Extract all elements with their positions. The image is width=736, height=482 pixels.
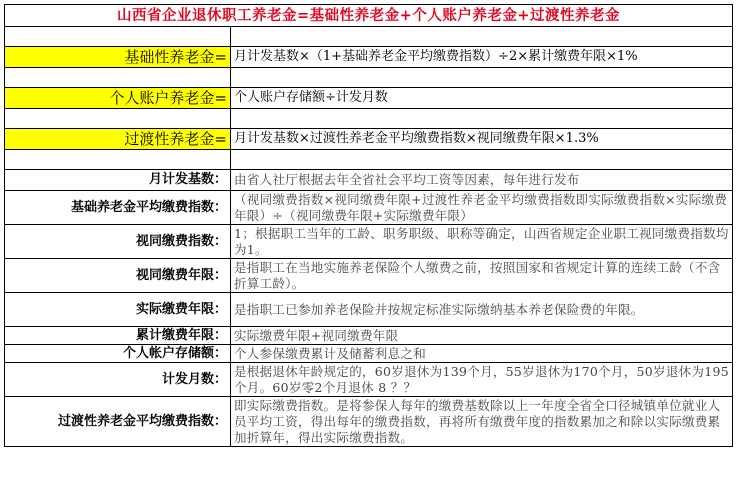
blank-row — [5, 150, 733, 170]
formula-row-basic — [5, 47, 733, 68]
definition-row — [5, 170, 733, 191]
definition-row — [5, 327, 733, 345]
title-row — [5, 5, 733, 27]
definition-label: 视同缴费年限： — [5, 259, 231, 293]
definition-text: 即实际缴费指数。是将参保人每年的缴费基数除以上一年度全省全口径城镇单位就业人员平均工资，得出每年的缴费指数，再将所有缴费年度的指数累加之和除以实际缴费累加折算年，得出实际缴费指数。 — [231, 397, 733, 447]
definition-label: 实际缴费年限： — [5, 293, 231, 327]
formula-value: 个人账户存储额÷计发月数 — [231, 88, 733, 109]
definition-text: 是根据退休年龄规定的，60岁退休为139个月，55岁退休为170个月，50岁退休为195个月。60岁零2个月退休 8 ？？ — [231, 363, 733, 397]
blank-row — [5, 27, 733, 47]
formula-value: 月计发基数×过渡性养老金平均缴费指数×视同缴费年限×1.3% — [231, 129, 733, 150]
definition-text: 1；根据职工当年的工龄、职务职级、职称等确定，山西省规定企业职工视同缴费指数均为1。 — [231, 225, 733, 259]
definition-label: 累计缴费年限： — [5, 327, 231, 345]
definition-row — [5, 293, 733, 327]
definition-label: 月计发基数： — [5, 170, 231, 191]
definition-text: 是指职工已参加养老保险并按规定标准实际缴纳基本养老保险费的年限。 — [231, 293, 733, 327]
definition-label: 基础养老金平均缴费指数： — [5, 191, 231, 225]
definition-row — [5, 363, 733, 397]
blank-row — [5, 68, 733, 88]
definition-label: 个人帐户存储额： — [5, 345, 231, 363]
formula-row-transitional — [5, 129, 733, 150]
definition-text: 实际缴费年限+视同缴费年限 — [231, 327, 733, 345]
pension-table — [4, 4, 733, 447]
definition-row — [5, 225, 733, 259]
definition-text: 是指职工在当地实施养老保险个人缴费之前，按照国家和省规定计算的连续工龄（不含折算工龄）。 — [231, 259, 733, 293]
definition-text: （视同缴费指数×视同缴费年限+过渡性养老金平均缴费指数即实际缴费指数×实际缴费年限）÷（视同缴费年限+实际缴费年限） — [231, 191, 733, 225]
blank-row — [5, 109, 733, 129]
definition-row — [5, 397, 733, 447]
formula-label: 过渡性养老金= — [5, 129, 231, 150]
formula-value: 月计发基数×（1+基础养老金平均缴费指数）÷2×累计缴费年限×1% — [231, 47, 733, 68]
definition-row — [5, 191, 733, 225]
definition-label: 计发月数： — [5, 363, 231, 397]
page-title: 山西省企业退休职工养老金=基础性养老金+个人账户养老金+过渡性养老金 — [5, 5, 733, 27]
formula-label: 个人账户养老金= — [5, 88, 231, 109]
definition-label: 过渡性养老金平均缴费指数： — [5, 397, 231, 447]
definition-text: 由省人社厅根据去年全省社会平均工资等因素，每年进行发布 — [231, 170, 733, 191]
definition-row — [5, 259, 733, 293]
definition-text: 个人参保缴费累计及储蓄利息之和 — [231, 345, 733, 363]
definition-row — [5, 345, 733, 363]
definition-label: 视同缴费指数： — [5, 225, 231, 259]
formula-row-personal — [5, 88, 733, 109]
formula-label: 基础性养老金= — [5, 47, 231, 68]
